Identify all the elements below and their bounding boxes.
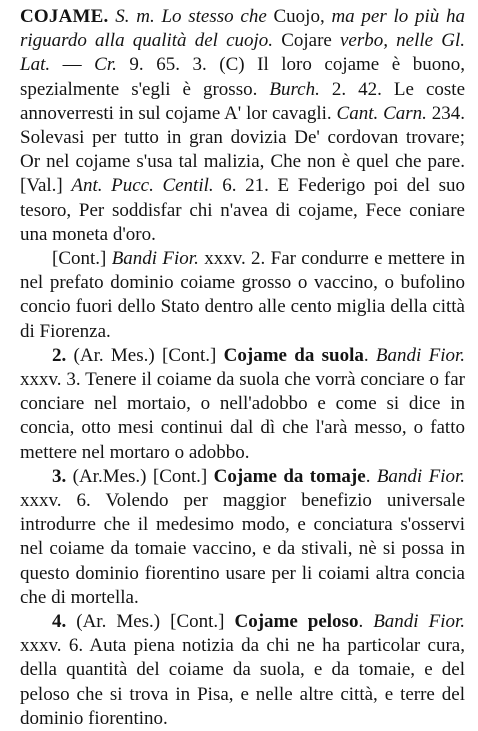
citation-source: Bandi Fior. (376, 465, 466, 487)
text: Cojare (273, 30, 340, 52)
text: Cuojo, (266, 6, 332, 27)
citation-source: Bandi Fior. (373, 611, 466, 633)
citation-text: 6. 21. E Federigo poi del suo tesoro, Per soddisfar chi n'avea di cojame, Fece coniare una moneta d'oro. (20, 175, 466, 245)
citation-source: Bandi Fior. (111, 248, 199, 270)
text: (Ar.Mes.) [Cont.] (66, 465, 214, 487)
text: (Ar. Mes.) [Cont.] (66, 344, 224, 366)
sub-headword: Cojame da tomaje (213, 465, 366, 487)
citation-text: xxxv. 6. Volendo per maggior benefizio universale introdurre che il medesimo modo, e conciatura s'osservi nel coiame da tomaie vaccino, e da stivali, nè si possa in questo dominio fiorentino usare per li coiami altra concia che di mortella. (20, 490, 465, 608)
headword: COJAME. (20, 6, 109, 27)
sense-number: 2. (52, 344, 67, 366)
citation-text: xxxv. 3. Tenere il coiame da suola che vorrà conciare o far conciare nel mortaio, o nell'adobbo e come si dice in concia, otto mesi continui dal dì che l'arà messo, o fatto mettere nel mortaro o adobbo. (20, 369, 465, 463)
entry-sense-2 (20, 344, 465, 465)
grammar-label: S. m. (115, 6, 155, 27)
definition: verbo, nelle Gl. Lat. (20, 30, 465, 76)
citation-source: Cant. Carn. (336, 102, 427, 124)
citation-text: 2. 42. Le coste annoverresti in sul cojame A' lor cavagli. (20, 78, 465, 124)
entry-sense-3 (20, 465, 465, 610)
text: . (363, 344, 376, 366)
entry-paragraph (20, 247, 465, 344)
citation-text: xxxv. 6. Auta piena notizia da chi ne ha particolar cura, della quantità del coiame da suola, e da tomaie, e del peloso che si trova in Pisa, e nelle altre città, e terre del dominio fiorentino. (20, 635, 465, 729)
sub-headword: Cojame peloso (234, 611, 359, 633)
text: . (365, 465, 377, 487)
text: (Ar. Mes.) [Cont.] (66, 611, 235, 633)
citation-source: Cr. (94, 54, 117, 76)
citation-source: Burch. (269, 78, 320, 100)
citation-source: Ant. Pucc. Centil. (71, 175, 214, 197)
sense-number: 3. (52, 465, 67, 487)
entry-cojame (20, 5, 465, 247)
text: — (50, 54, 95, 76)
entry-sense-4 (20, 610, 465, 731)
definition: ma per lo più ha riguardo alla qualità del cuojo. (20, 6, 466, 52)
text: . (358, 611, 374, 633)
citation-source: Bandi Fior. (375, 344, 466, 366)
citation-text: 234. Solevasi per tutto in gran dovizia De' cordovan trovare; Or nel cojame s'usa tal malizia, Che non è quel che pare. [Val.] (20, 102, 465, 197)
sub-headword: Cojame da suola (223, 344, 364, 366)
text: [Cont.] (52, 248, 112, 270)
citation-text: xxxv. 2. Far condurre e mettere in nel prefato dominio coiame grosso o vaccino, o bufolino concio fuori dello Stato dentro alle cento miglia della città di Fiorenza. (20, 248, 466, 342)
citation-text: 9. 65. 3. (C) Il loro cojame è buono, spezialmente s'egli è grosso. (20, 54, 465, 100)
sense-number: 4. (52, 611, 67, 633)
definition: Lo stesso che (161, 6, 267, 27)
